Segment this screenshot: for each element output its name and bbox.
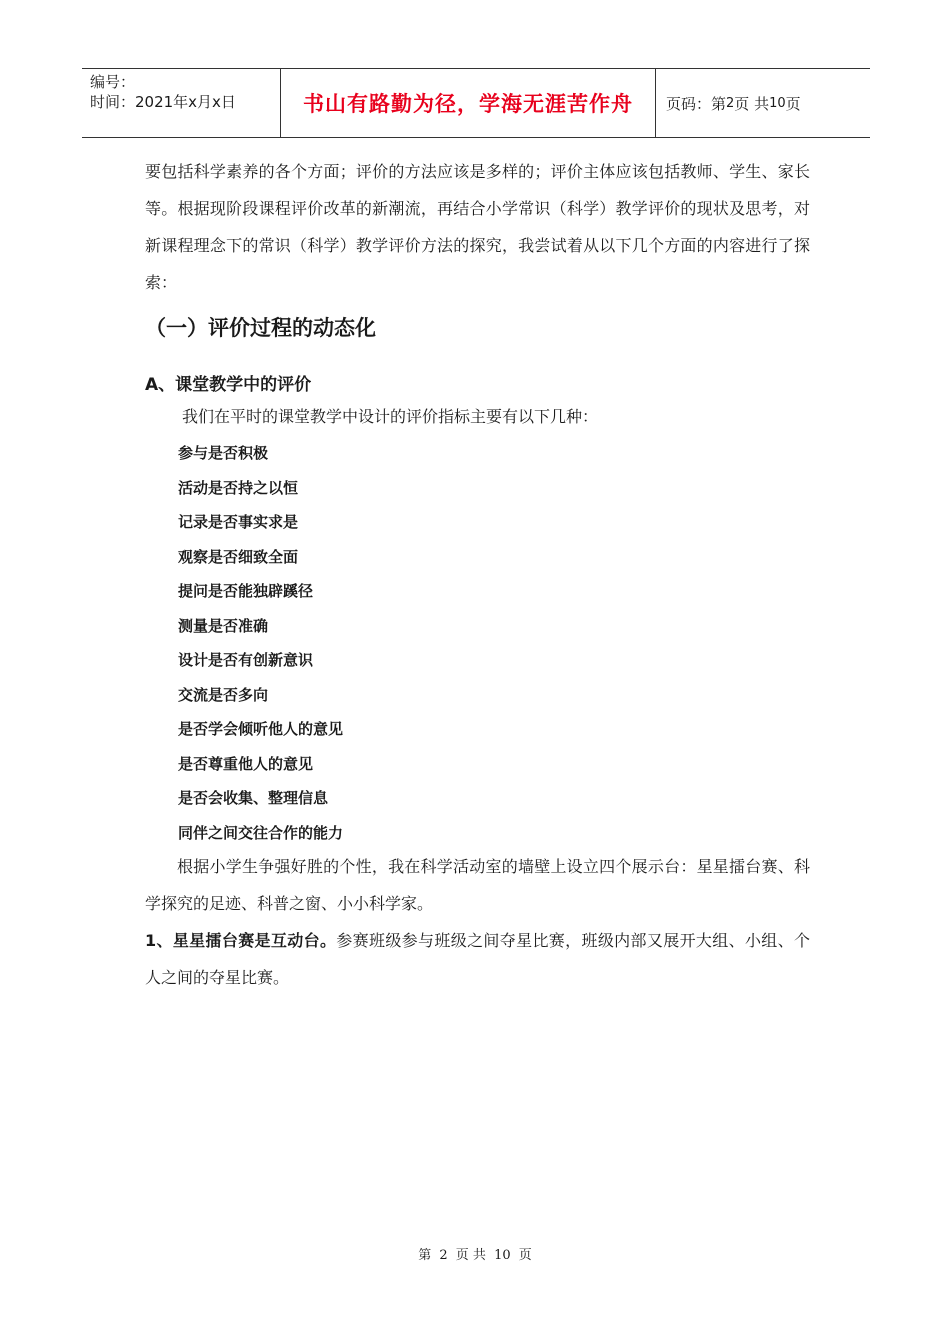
section-heading: （一）评价过程的动态化: [145, 316, 376, 340]
page-current: 2: [726, 95, 735, 111]
list-item: 是否学会倾听他人的意见: [178, 720, 344, 738]
footer-total: 10: [494, 1248, 511, 1263]
paragraph-body: 参赛班级参与班级之间夺星比赛，班级内部又展开大组、小组、个人之间的夺星比赛。: [145, 931, 810, 987]
list-item: 设计是否有创新意识: [178, 651, 314, 669]
footer-prefix: 第: [418, 1248, 432, 1263]
footer-current: 2: [439, 1248, 448, 1263]
page-footer: [0, 1244, 950, 1263]
list-item: 观察是否细致全面: [178, 547, 299, 566]
paragraph-display-boards: 根据小学生争强好胜的个性，我在科学活动室的墙壁上设立四个展示台：星星擂台赛、科学探究的足迹、科普之窗、小小科学家。: [145, 857, 810, 913]
list-item: 同伴之间交往合作的能力: [178, 823, 344, 842]
list-item: 是否会收集、整理信息: [178, 789, 329, 807]
header-meta: [82, 69, 281, 137]
number-label: 编号：: [90, 73, 136, 91]
page-label-suffix: 页: [785, 94, 801, 113]
page-header: [82, 68, 870, 138]
list-item: 是否尊重他人的意见: [178, 754, 314, 773]
list-item: 提问是否能独辟蹊径: [178, 582, 314, 600]
criteria-list: [178, 438, 343, 852]
criteria-intro: 我们在平时的课堂教学中设计的评价指标主要有以下几种：: [182, 407, 599, 426]
header-motto: 书山有路勤为径，学海无涯苦作舟: [281, 69, 656, 137]
list-item: 测量是否准确: [178, 616, 269, 635]
time-label: 时间：2021年x月x日: [90, 93, 236, 111]
paragraph-lead: 1、星星擂台赛是互动台。: [145, 931, 337, 950]
footer-suffix: 页: [518, 1248, 532, 1263]
paragraph-star-contest: [145, 922, 810, 996]
page-label-prefix: 页码：第: [666, 94, 727, 113]
header-page-number: [656, 69, 870, 137]
list-item: 活动是否持之以恒: [178, 478, 299, 497]
paragraph-intro: 要包括科学素养的各个方面；评价的方法应该是多样的；评价主体应该包括教师、学生、家长等。根据现阶段课程评价改革的新潮流，再结合小学常识（科学）教学评价的现状及思考，对新课程理念下的常识（科学）教学评价方法的探究，我尝试着从以下几个方面的内容进行了探索：: [145, 162, 810, 292]
list-item: 交流是否多向: [178, 685, 269, 704]
subsection-heading: A、课堂教学中的评价: [145, 375, 312, 395]
footer-mid: 页 共: [455, 1248, 486, 1263]
page-label-mid: 页 共: [734, 94, 770, 113]
list-item: 记录是否事实求是: [178, 513, 299, 531]
page-total: 10: [769, 95, 786, 111]
list-item: 参与是否积极: [178, 444, 269, 462]
